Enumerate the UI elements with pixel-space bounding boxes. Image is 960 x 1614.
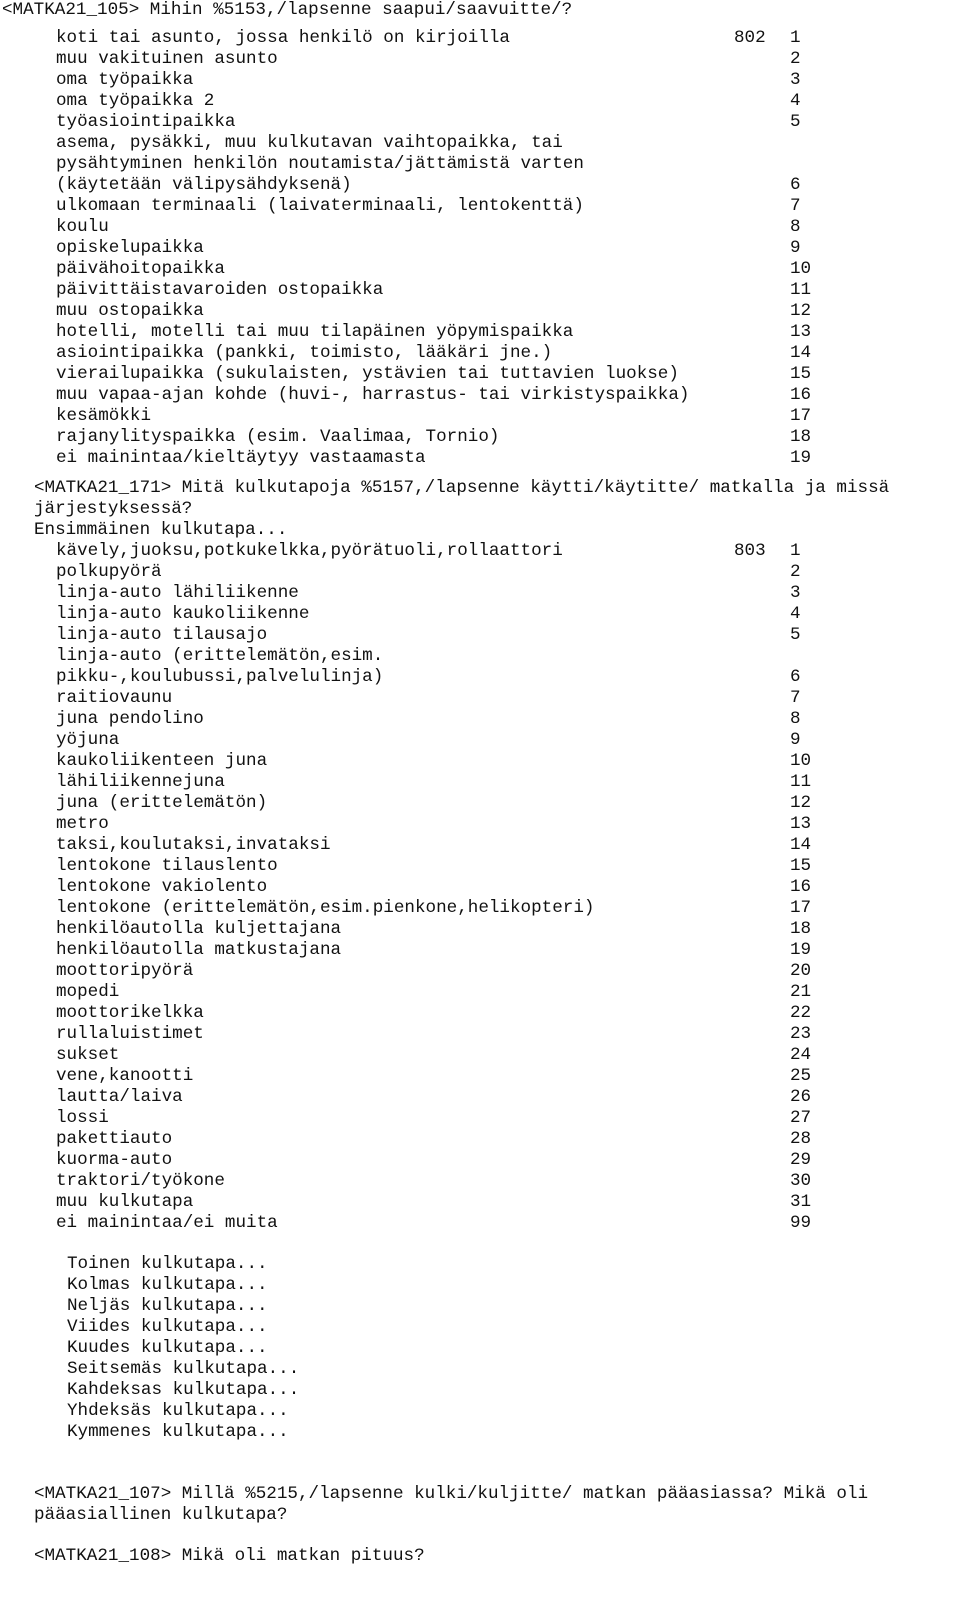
option-label: työasiointipaikka: [56, 112, 236, 132]
option-number: 13: [790, 814, 812, 834]
option-label: kävely,juoksu,potkukelkka,pyörätuoli,rollaattori: [56, 541, 563, 561]
option-number: 3: [790, 583, 801, 603]
option-number: 6: [790, 175, 801, 195]
option-label: rajanylityspaikka (esim. Vaalimaa, Tornio): [56, 427, 500, 447]
followup-mode-label: Toinen kulkutapa...: [67, 1254, 268, 1274]
option-number: 99: [790, 1213, 812, 1233]
option-number: 15: [790, 856, 812, 876]
option-label: asiointipaikka (pankki, toimisto, lääkäri jne.): [56, 343, 553, 363]
option-label: juna (erittelemätön): [56, 793, 268, 813]
option-label: hotelli, motelli tai muu tilapäinen yöpymispaikka: [56, 322, 574, 342]
first-mode-label: Ensimmäinen kulkutapa...: [34, 520, 288, 540]
option-number: 5: [790, 112, 801, 132]
option-number: 27: [790, 1108, 812, 1128]
variable-code: 802: [734, 28, 766, 48]
option-label: lentokone tilauslento: [56, 856, 278, 876]
option-label: pikku-,koulubussi,palvelulinja): [56, 667, 384, 687]
option-label: kesämökki: [56, 406, 152, 426]
followup-mode-label: Yhdeksäs kulkutapa...: [67, 1401, 289, 1421]
option-number: 31: [790, 1192, 812, 1212]
option-label: pysähtyminen henkilön noutamista/jättämistä varten: [56, 154, 584, 174]
option-label: lähiliikennejuna: [56, 772, 225, 792]
option-number: 11: [790, 772, 812, 792]
option-number: 6: [790, 667, 801, 687]
option-label: ulkomaan terminaali (laivaterminaali, lentokenttä): [56, 196, 584, 216]
option-number: 1: [790, 541, 801, 561]
option-number: 18: [790, 427, 812, 447]
option-number: 29: [790, 1150, 812, 1170]
option-number: 2: [790, 562, 801, 582]
option-number: 28: [790, 1129, 812, 1149]
option-number: 16: [790, 385, 812, 405]
option-label: opiskelupaikka: [56, 238, 204, 258]
followup-mode-label: Seitsemäs kulkutapa...: [67, 1359, 300, 1379]
followup-mode-label: Kolmas kulkutapa...: [67, 1275, 268, 1295]
option-number: 11: [790, 280, 812, 300]
option-label: kuorma-auto: [56, 1150, 173, 1170]
option-label: vierailupaikka (sukulaisten, ystävien tai tuttavien luokse): [56, 364, 679, 384]
option-label: lossi: [56, 1108, 109, 1128]
followup-mode-label: Kymmenes kulkutapa...: [67, 1422, 289, 1442]
followup-mode-label: Kuudes kulkutapa...: [67, 1338, 268, 1358]
option-number: 20: [790, 961, 812, 981]
question-header-matka21-171: <MATKA21_171> Mitä kulkutapoja %5157,/lapsenne käytti/käytitte/ matkalla ja missä: [34, 478, 890, 498]
option-label: sukset: [56, 1045, 120, 1065]
variable-code: 803: [734, 541, 766, 561]
option-number: 2: [790, 49, 801, 69]
option-number: 22: [790, 1003, 812, 1023]
option-label: linja-auto (erittelemätön,esim.: [56, 646, 384, 666]
option-label: linja-auto tilausajo: [56, 625, 268, 645]
option-number: 4: [790, 91, 801, 111]
followup-mode-label: Neljäs kulkutapa...: [67, 1296, 268, 1316]
option-label: muu ostopaikka: [56, 301, 204, 321]
option-number: 10: [790, 751, 812, 771]
followup-mode-label: Viides kulkutapa...: [67, 1317, 268, 1337]
option-number: 18: [790, 919, 812, 939]
option-number: 4: [790, 604, 801, 624]
question-header-matka21-108: <MATKA21_108> Mikä oli matkan pituus?: [34, 1546, 425, 1566]
option-label: yöjuna: [56, 730, 120, 750]
option-number: 25: [790, 1066, 812, 1086]
option-label: lentokone (erittelemätön,esim.pienkone,helikopteri): [56, 898, 595, 918]
question-header-matka21-105: <MATKA21_105> Mihin %5153,/lapsenne saapui/saavuitte/?: [2, 0, 573, 20]
option-label: päivähoitopaikka: [56, 259, 225, 279]
option-label: oma työpaikka 2: [56, 91, 215, 111]
option-number: 1: [790, 28, 801, 48]
option-label: linja-auto lähiliikenne: [56, 583, 299, 603]
option-label: päivittäistavaroiden ostopaikka: [56, 280, 384, 300]
option-label: moottoripyörä: [56, 961, 194, 981]
option-number: 8: [790, 217, 801, 237]
option-number: 26: [790, 1087, 812, 1107]
option-label: moottorikelkka: [56, 1003, 204, 1023]
option-number: 14: [790, 343, 812, 363]
option-label: muu vakituinen asunto: [56, 49, 278, 69]
option-number: 19: [790, 940, 812, 960]
option-label: lautta/laiva: [56, 1087, 183, 1107]
option-number: 30: [790, 1171, 812, 1191]
option-number: 19: [790, 448, 812, 468]
option-number: 14: [790, 835, 812, 855]
option-label: taksi,koulutaksi,invataksi: [56, 835, 331, 855]
option-label: muu kulkutapa: [56, 1192, 194, 1212]
option-label: raitiovaunu: [56, 688, 173, 708]
option-number: 7: [790, 196, 801, 216]
option-label: vene,kanootti: [56, 1066, 194, 1086]
option-number: 24: [790, 1045, 812, 1065]
option-number: 9: [790, 730, 801, 750]
option-number: 23: [790, 1024, 812, 1044]
option-label: metro: [56, 814, 109, 834]
option-number: 21: [790, 982, 812, 1002]
option-number: 17: [790, 898, 812, 918]
option-label: pakettiauto: [56, 1129, 173, 1149]
option-number: 8: [790, 709, 801, 729]
option-label: (käytetään välipysähdyksenä): [56, 175, 352, 195]
option-number: 12: [790, 301, 812, 321]
option-label: henkilöautolla kuljettajana: [56, 919, 342, 939]
option-label: linja-auto kaukoliikenne: [56, 604, 310, 624]
option-label: koulu: [56, 217, 109, 237]
option-label: ei mainintaa/kieltäytyy vastaamasta: [56, 448, 426, 468]
option-label: rullaluistimet: [56, 1024, 204, 1044]
option-label: polkupyörä: [56, 562, 162, 582]
option-label: ei mainintaa/ei muita: [56, 1213, 278, 1233]
option-number: 7: [790, 688, 801, 708]
option-label: mopedi: [56, 982, 120, 1002]
option-label: juna pendolino: [56, 709, 204, 729]
question-header-matka21-107: <MATKA21_107> Millä %5215,/lapsenne kulki/kuljitte/ matkan pääasiassa? Mikä oli: [34, 1484, 869, 1504]
option-number: 10: [790, 259, 812, 279]
option-number: 17: [790, 406, 812, 426]
option-label: traktori/työkone: [56, 1171, 225, 1191]
option-label: koti tai asunto, jossa henkilö on kirjoilla: [56, 28, 510, 48]
option-label: henkilöautolla matkustajana: [56, 940, 342, 960]
question-header-continuation: pääasiallinen kulkutapa?: [34, 1505, 288, 1525]
question-header-continuation: järjestyksessä?: [34, 499, 193, 519]
option-number: 9: [790, 238, 801, 258]
option-label: asema, pysäkki, muu kulkutavan vaihtopaikka, tai: [56, 133, 563, 153]
option-label: oma työpaikka: [56, 70, 194, 90]
option-label: kaukoliikenteen juna: [56, 751, 268, 771]
option-label: lentokone vakiolento: [56, 877, 268, 897]
option-number: 16: [790, 877, 812, 897]
option-number: 3: [790, 70, 801, 90]
followup-mode-label: Kahdeksas kulkutapa...: [67, 1380, 300, 1400]
option-number: 13: [790, 322, 812, 342]
option-label: muu vapaa-ajan kohde (huvi-, harrastus- tai virkistyspaikka): [56, 385, 690, 405]
option-number: 15: [790, 364, 812, 384]
option-number: 12: [790, 793, 812, 813]
option-number: 5: [790, 625, 801, 645]
